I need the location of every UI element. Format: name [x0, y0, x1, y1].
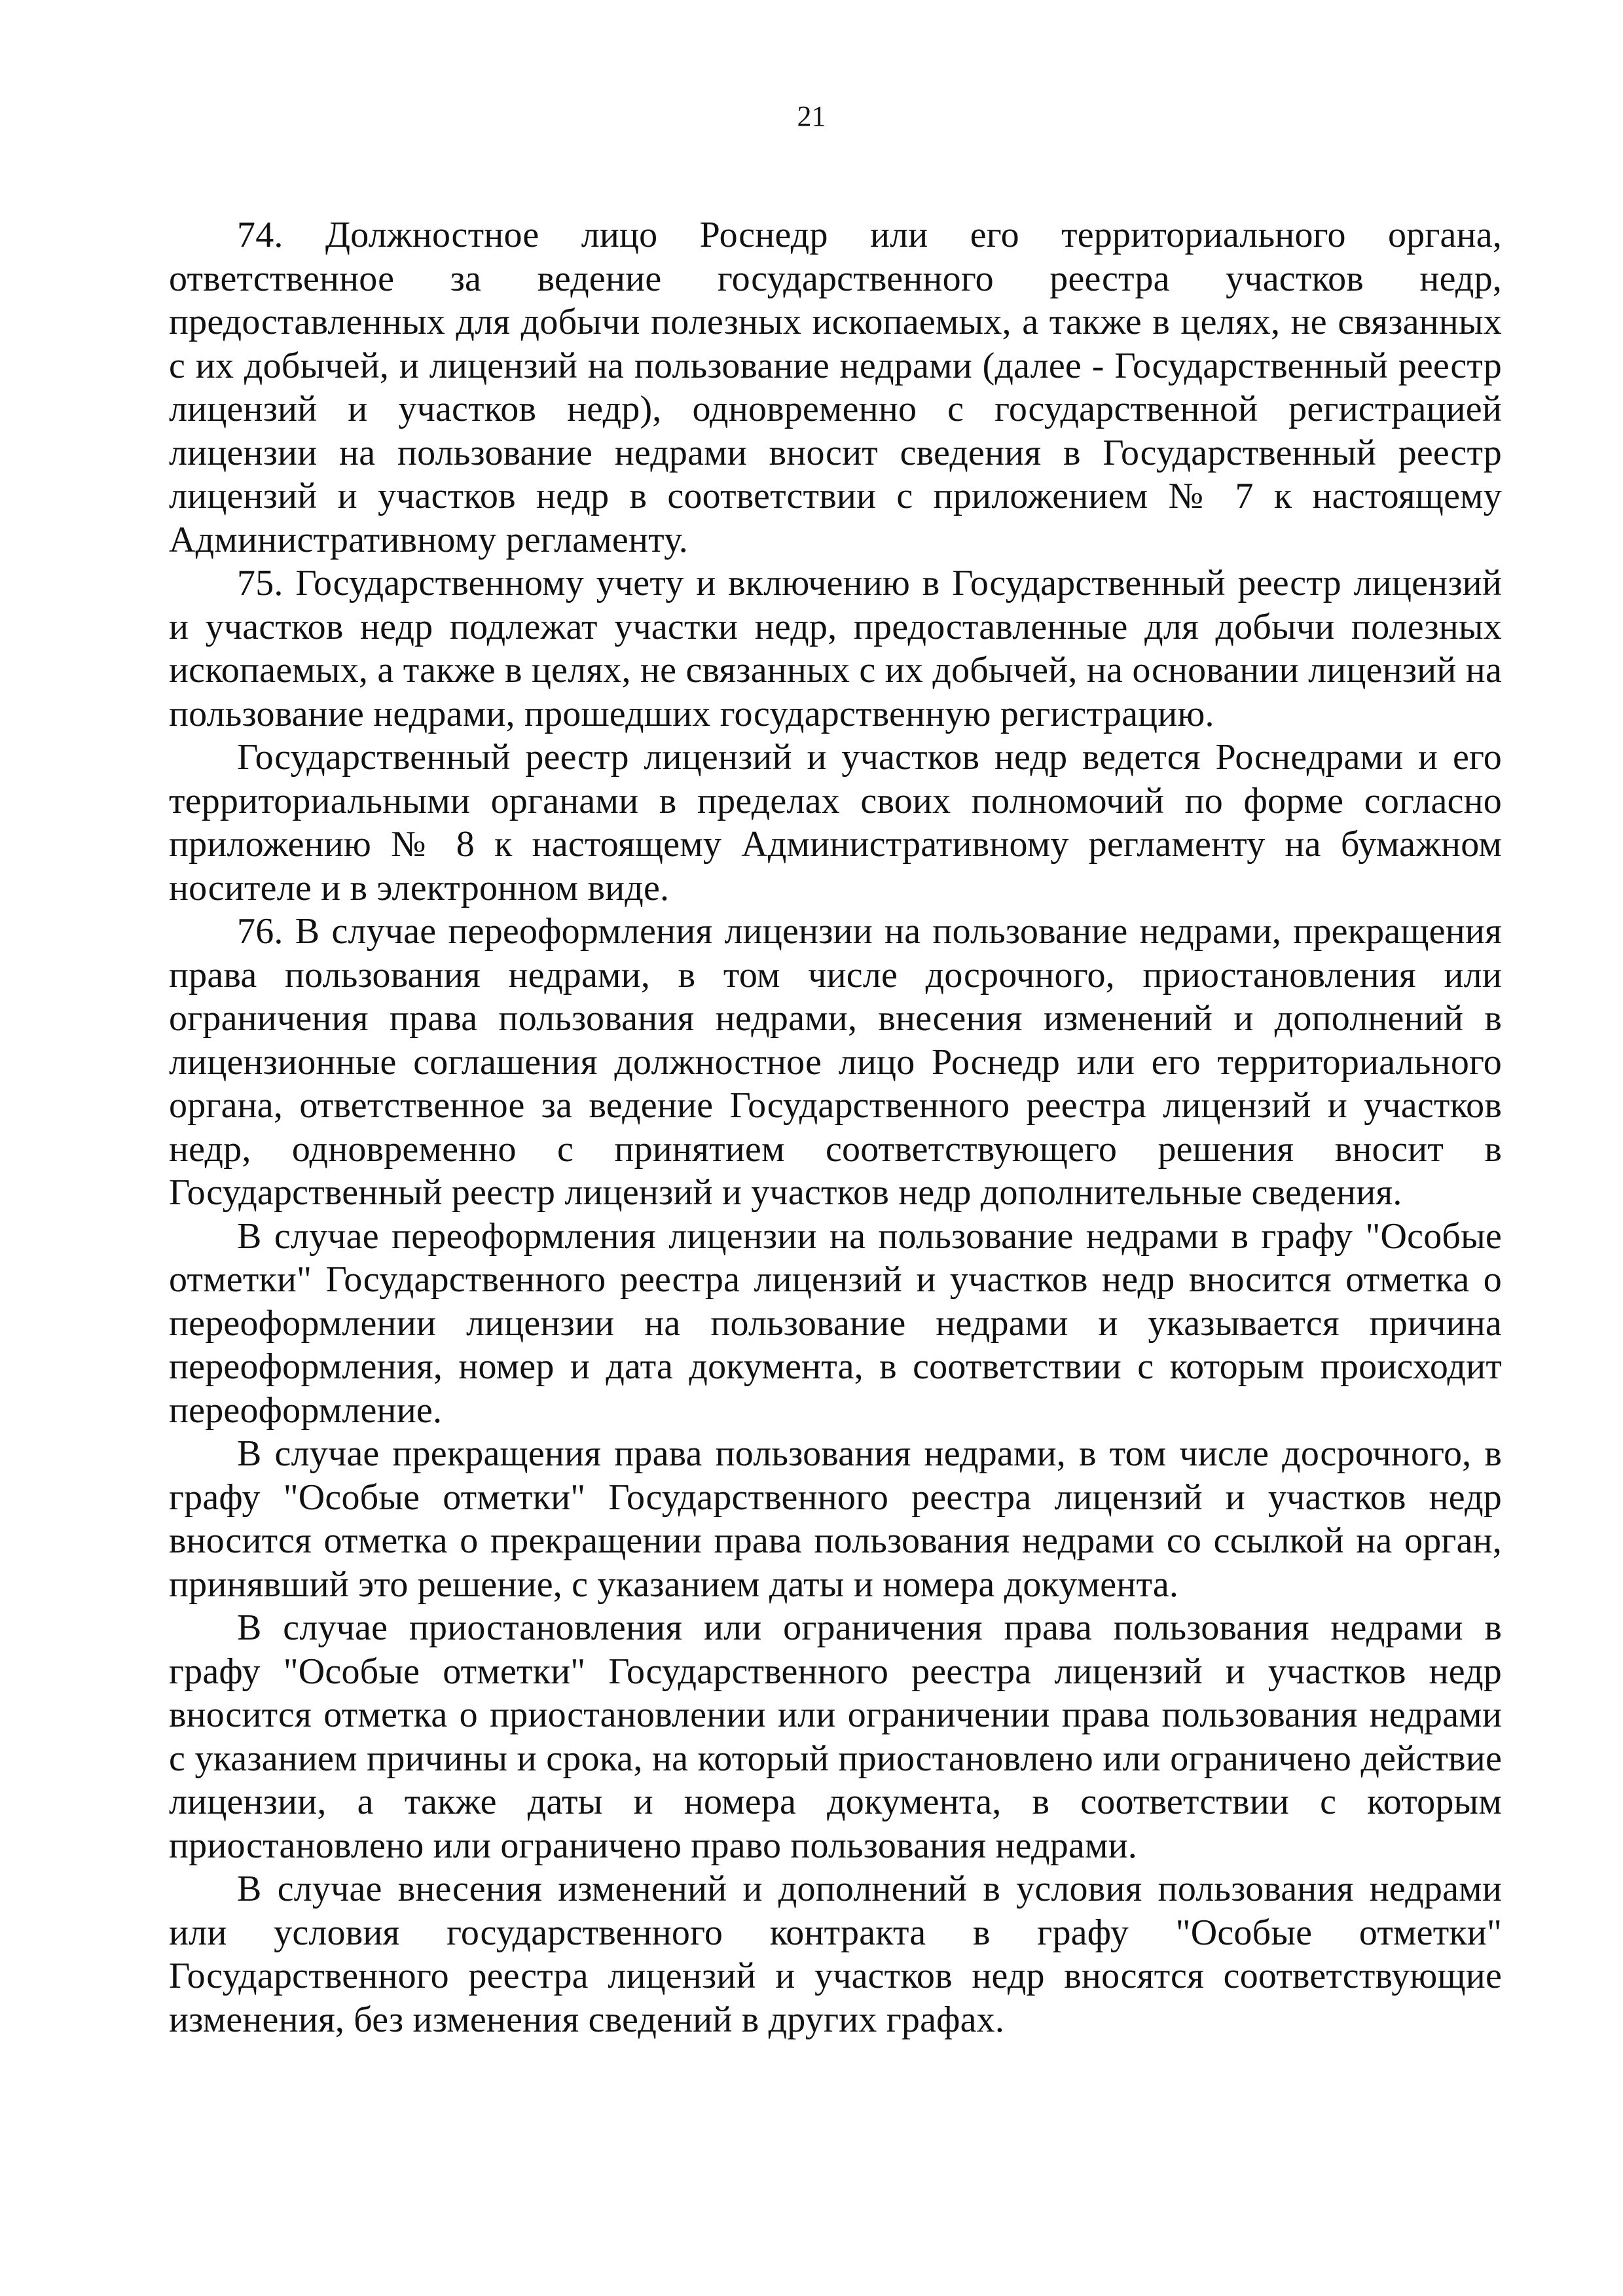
paragraph-registry-maintenance: Государственный реестр лицензий и участков недр ведется Роснедрами и его территориальными органами в пределах своих полномочий по форме согласно приложению № 8 к настоящему Административному регламенту на бумажном носителе и в электронном виде.	[169, 737, 1502, 908]
page-number: 21	[797, 100, 826, 132]
paragraph-reissue: В случае переоформления лицензии на пользование недрами в графу "Особые отметки" Государственного реестра лицензий и участков недр вносится отметка о переоформлении лицензии на пользование недрами и указывается причина переоформления, номер и дата документа, в соответствии с которым происходит переоформление.	[169, 1215, 1502, 1431]
document-body	[169, 213, 1502, 2041]
paragraph-suspension: В случае приостановления или ограничения права пользования недрами в графу "Особые отметки" Государственного реестра лицензий и участков недр вносится отметка о приостановлении или ограничении права пользования недрами с указанием причины и срока, на который приостановлено или ограничено действие лицензии, а также даты и номера документа, в соответствии с которым приостановлено или ограничено право пользования недрами.	[169, 1607, 1502, 1866]
paragraph-76: 76. В случае переоформления лицензии на пользование недрами, прекращения права пользования недрами, в том числе досрочного, приостановления или ограничения права пользования недрами, внесения изменений и дополнений в лицензионные соглашения должностное лицо Роснедр или его территориального органа, ответственное за ведение Государственного реестра лицензий и участков недр, одновременно с принятием соответствующего решения вносит в Государственный реестр лицензий и участков недр дополнительные сведения.	[169, 911, 1502, 1213]
paragraph-74: 74. Должностное лицо Роснедр или его территориального органа, ответственное за ведение государственного реестра участков недр, предоставленных для добычи полезных ископаемых, а также в целях, не связанных с их добычей, и лицензий на пользование недрами (далее - Государственный реестр лицензий и участков недр), одновременно с государственной регистрацией лицензии на пользование недрами вносит сведения в Государственный реестр лицензий и участков недр в соответствии с приложением № 7 к настоящему Административному регламенту.	[169, 215, 1502, 560]
paragraph-amendments: В случае внесения изменений и дополнений в условия пользования недрами или условия государственного контракта в графу "Особые отметки" Государственного реестра лицензий и участков недр вносятся соответствующие изменения, без изменения сведений в других графах.	[169, 1869, 1502, 2040]
paragraph-termination: В случае прекращения права пользования недрами, в том числе досрочного, в графу "Особые отметки" Государственного реестра лицензий и участков недр вносится отметка о прекращении права пользования недрами со ссылкой на орган, принявший это решение, с указанием даты и номера документа.	[169, 1433, 1502, 1605]
paragraph-75: 75. Государственному учету и включению в Государственный реестр лицензий и участков недр подлежат участки недр, предоставленные для добычи полезных ископаемых, а также в целях, не связанных с их добычей, на основании лицензий на пользование недрами, прошедших государственную регистрацию.	[169, 563, 1502, 734]
